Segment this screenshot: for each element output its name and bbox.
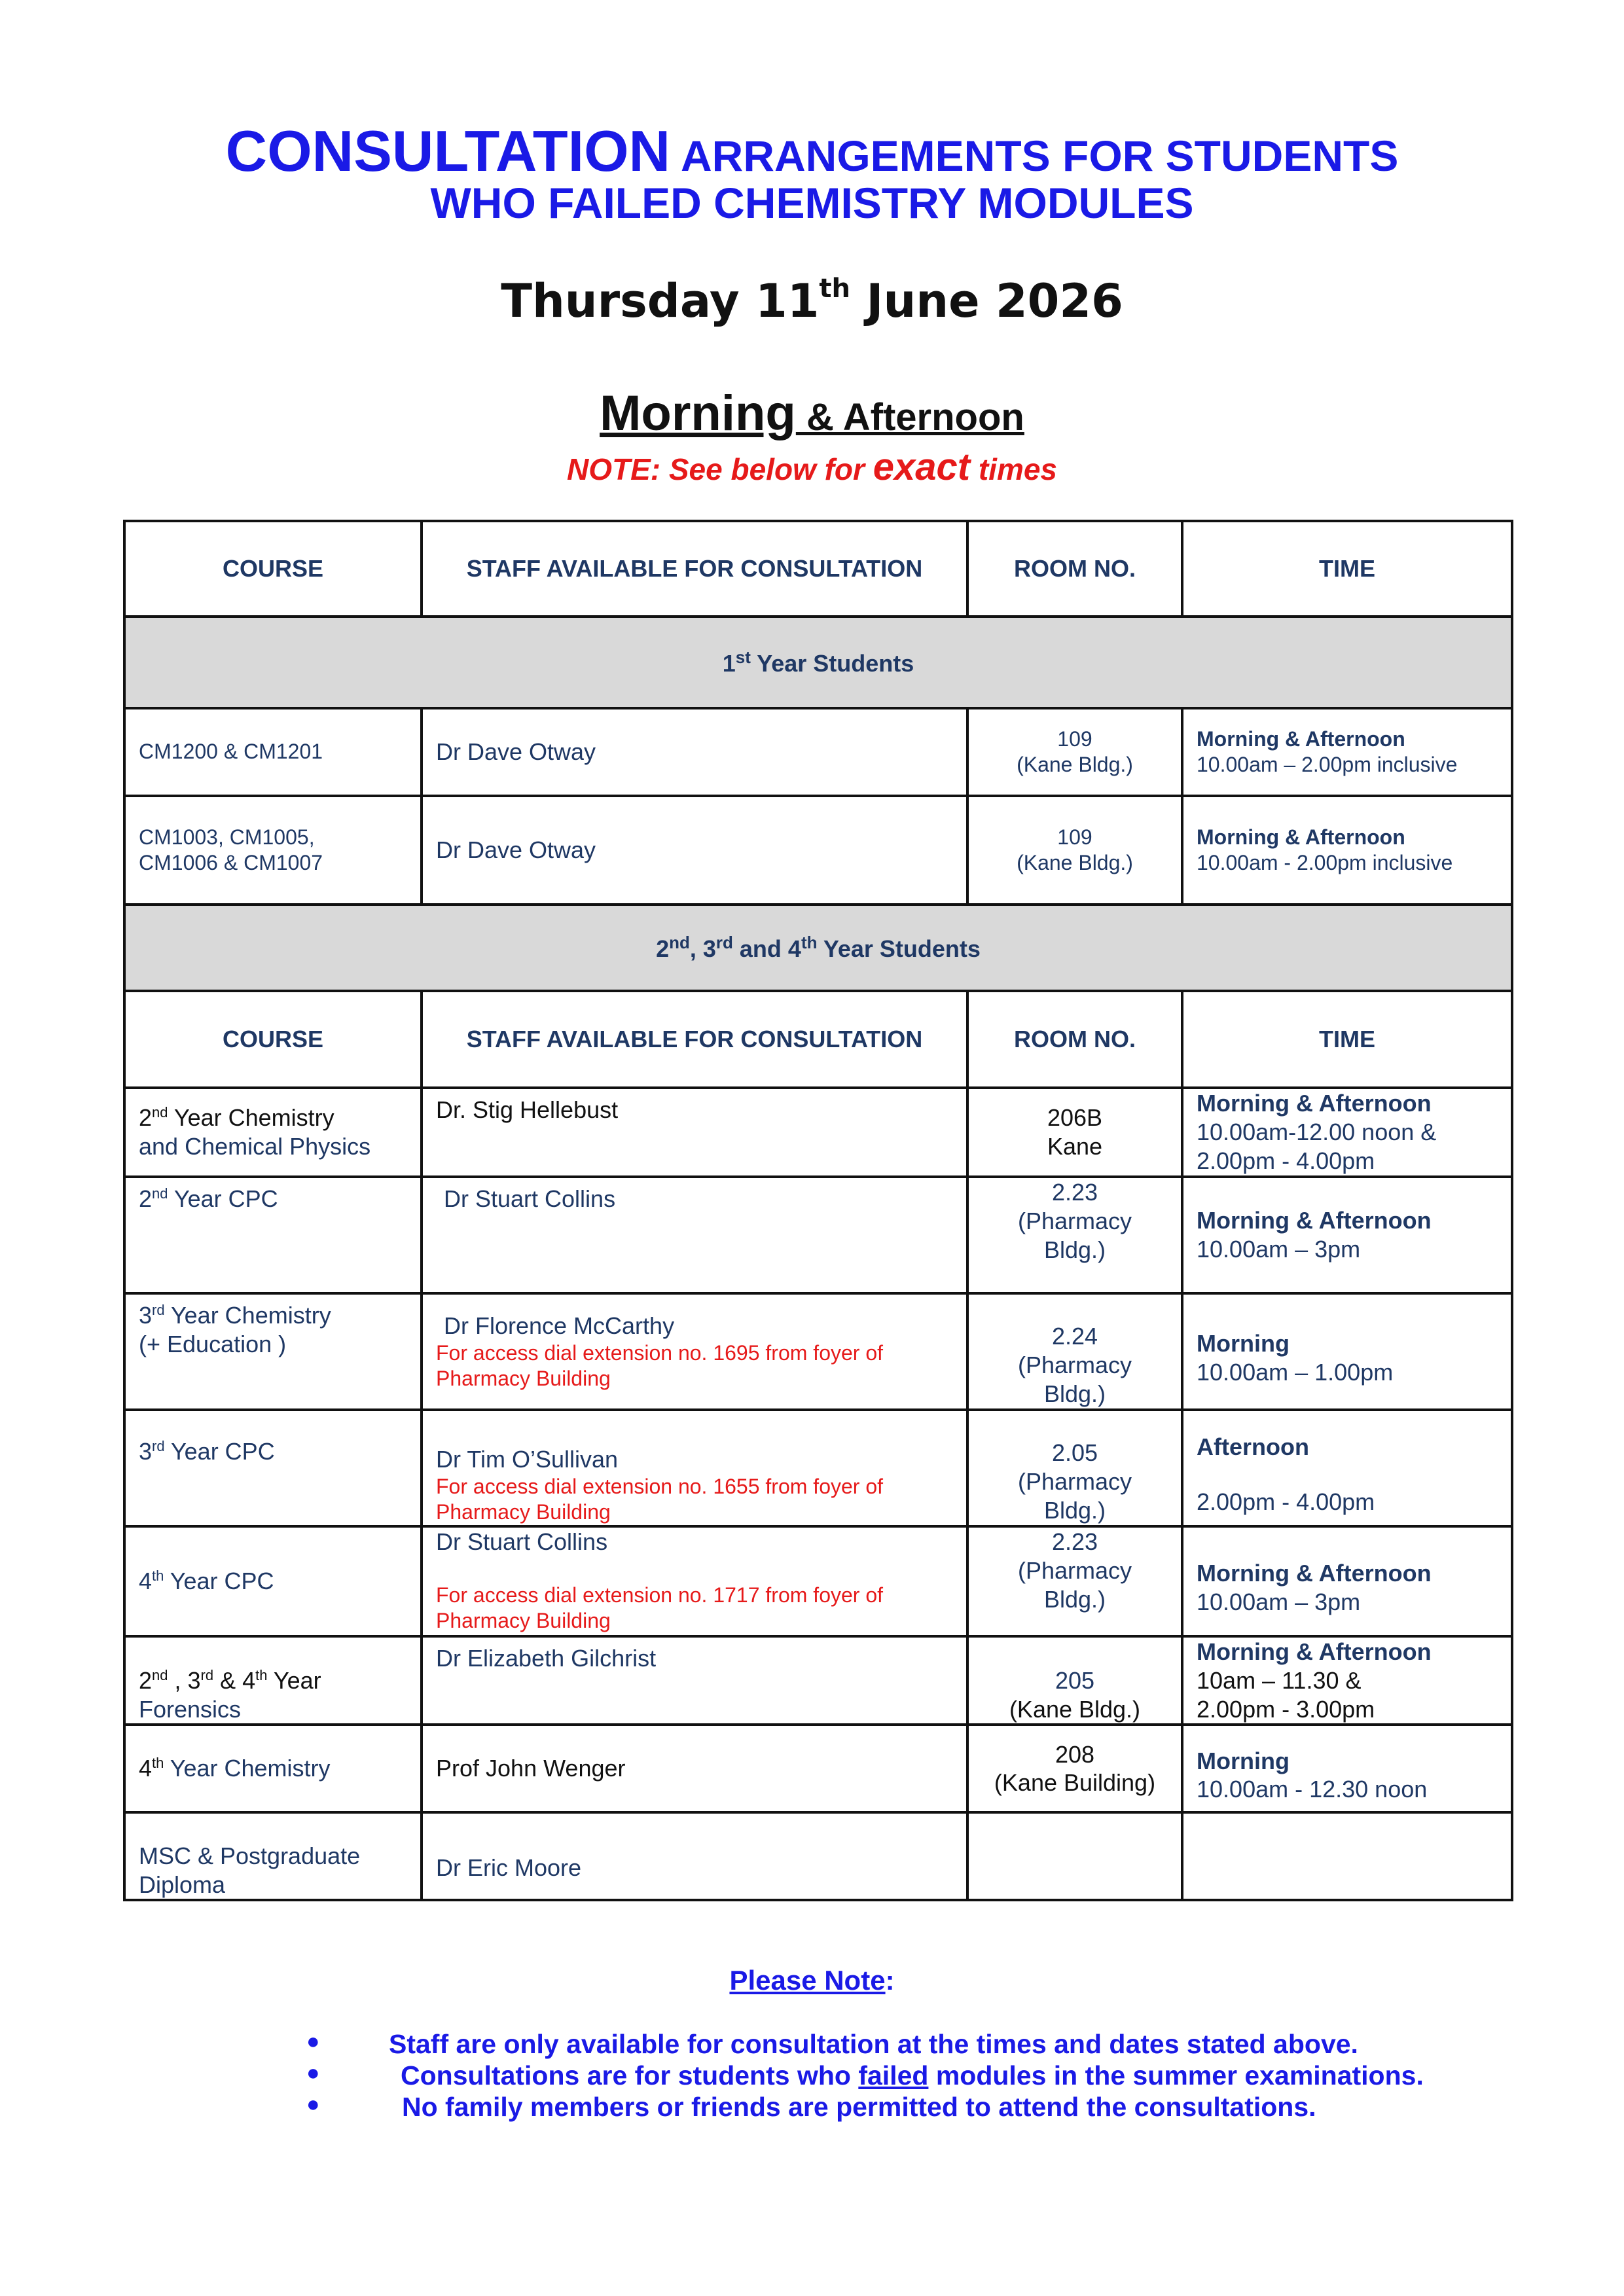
course-cell: 3rd Year CPC [124, 1410, 422, 1526]
table-header-row [124, 991, 1512, 1088]
room-cell: 109 (Kane Bldg.) [967, 796, 1182, 905]
staff-cell: Prof John Wenger [422, 1725, 967, 1812]
title-line-1: CONSULTATION ARRANGEMENTS FOR STUDENTS [225, 118, 1399, 183]
table-row [124, 1177, 1512, 1293]
staff-cell: Dr Dave Otway [422, 708, 967, 796]
session-heading: Morning & Afternoon [600, 386, 1024, 441]
table-row [124, 708, 1512, 796]
course-cell: 3rd Year Chemistry (+ Education ) [124, 1293, 422, 1410]
room-cell [967, 1812, 1182, 1900]
time-cell: Morning & Afternoon 10.00am-12.00 noon & 2.00pm - 4.00pm [1182, 1088, 1512, 1177]
table-row [124, 1088, 1512, 1177]
header-time: TIME [1182, 521, 1512, 617]
time-cell: Morning & Afternoon 10.00am – 2.00pm inclusive [1182, 708, 1512, 796]
title-line-2: WHO FAILED CHEMISTRY MODULES [430, 179, 1194, 227]
table-row [124, 1410, 1512, 1526]
times-note: NOTE: See below for exact times [566, 446, 1058, 488]
table-header-row [124, 521, 1512, 617]
time-cell: Afternoon 2.00pm - 4.00pm [1182, 1410, 1512, 1526]
time-cell: Morning & Afternoon 10.00am – 3pm [1182, 1177, 1512, 1293]
table-row [124, 1636, 1512, 1725]
table-row [124, 1725, 1512, 1812]
consultation-date: Thursday 11th June 2026 [501, 274, 1123, 328]
staff-cell: Dr Tim O’Sullivan For access dial extension no. 1655 from foyer of Pharmacy Building [422, 1410, 967, 1526]
room-cell: 206B Kane [967, 1088, 1182, 1177]
bullet-icon: ● [306, 2092, 320, 2117]
section-heading: 1st Year Students [124, 617, 1512, 708]
table-row [124, 1812, 1512, 1900]
section-heading: 2nd, 3rd and 4th Year Students [124, 905, 1512, 991]
staff-cell: Dr Elizabeth Gilchrist [422, 1636, 967, 1725]
table-row [124, 1526, 1512, 1636]
consultation-table [123, 520, 1513, 1901]
header-room: ROOM NO. [967, 991, 1182, 1088]
time-cell [1182, 1812, 1512, 1900]
room-cell: 2.23 (Pharmacy Bldg.) [967, 1526, 1182, 1636]
staff-cell: Dr Dave Otway [422, 796, 967, 905]
course-cell: 4th Year Chemistry [124, 1725, 422, 1812]
header-staff: STAFF AVAILABLE FOR CONSULTATION [422, 521, 967, 617]
header-course: COURSE [124, 991, 422, 1088]
time-cell: Morning & Afternoon 10.00am – 3pm [1182, 1526, 1512, 1636]
header-staff: STAFF AVAILABLE FOR CONSULTATION [422, 991, 967, 1088]
staff-cell: Dr Eric Moore [422, 1812, 967, 1900]
access-note: For access dial extension no. 1717 from foyer of Pharmacy Building [436, 1583, 884, 1632]
course-cell: 2nd , 3rd & 4th Year Forensics [124, 1636, 422, 1725]
time-cell: Morning 10.00am - 12.30 noon [1182, 1725, 1512, 1812]
staff-cell: Dr Stuart Collins For access dial extension no. 1717 from foyer of Pharmacy Building [422, 1526, 967, 1636]
time-cell: Morning & Afternoon 10am – 11.30 & 2.00pm - 3.00pm [1182, 1636, 1512, 1725]
header-room: ROOM NO. [967, 521, 1182, 617]
staff-cell: Dr. Stig Hellebust [422, 1088, 967, 1177]
bullet-icon: ● [306, 2029, 320, 2054]
room-cell: 2.05 (Pharmacy Bldg.) [967, 1410, 1182, 1526]
course-cell: 2nd Year CPC [124, 1177, 422, 1293]
course-cell: 2nd Year Chemistry and Chemical Physics [124, 1088, 422, 1177]
document-page: CONSULTATION ARRANGEMENTS FOR STUDENTS WHO FAILED CHEMISTRY MODULES Thursday 11th June 2026 Morning & Afternoon NOTE: See below for exact times COURSE STAFF AVAILABLE FOR CONSULTATION ROOM NO. TIME 1st Year Students CM1200 & CM1201 Dr Dave Otway 109 (Kane Bldg.) Morning & Afternoon 10.00am – 2.00pm inclusive CM1003, CM1005, CM1006 & CM1007 Dr Dave Otway 109 (Kane Bldg.) Morning & Afternoon 10.00am - 2.00pm inclusive 2nd, 3rd and 4th Year Students COURSE STAFF AVAILABLE FOR CONSULTATION ROOM NO. TIME 2nd Year Chemistry and Chemical Physics Dr. Stig Hellebust 206B Kane Morning & Afternoon 10.00am-12.00 noon & 2.00pm - 4.00pm 2nd Year CPC Dr Stuart Collins 2.23 (Pharmacy Bldg.) Morning & Afternoon 10.00am – 3pm 3rd Year Chemistry (+ Education ) Dr Florence McCarthy For access dial extension no. 1695 from foyer of Pharmacy Building 2.24 (Pharmacy Bldg.) Morning 10.00am – 1.00pm 3rd Year CPC Dr Tim O’Sullivan For access dial extension no. 1655 from foyer of Pharmacy Building 2.05 (Pharmacy Bldg.) Afternoon 2.00pm - 4.00pm 4th Year CPC Dr Stuart Collins For access dial extension no. 1717 from foyer of Pharmacy Building 2.23 (Pharmacy Bldg.) Morning & Afternoon 10.00am – 3pm 2nd , 3rd & 4th Year Forensics Dr Elizabeth Gilchrist 205 (Kane Bldg.) Morning & Afternoon 10am – 11.30 & 2.00pm - 3.00pm 4th Year Chemistry Prof John Wenger 208 (Kane Building) Morning 10.00am - 12.30 noon MSC & Postgraduate Diploma Dr Eric Moore Please Note: ● Staff are only available for consultation at the times and dates stated above. ● Consultations are for students who failed modules in the summer examinations. ● No family members or friends are permitted to attend the consultations. [0, 0, 1624, 2296]
table-row [124, 1293, 1512, 1410]
access-note: For access dial extension no. 1695 from foyer of Pharmacy Building [436, 1340, 884, 1390]
section-row-upper-years [124, 905, 1512, 991]
time-cell: Morning & Afternoon 10.00am - 2.00pm inclusive [1182, 796, 1512, 905]
course-cell: 4th Year CPC [124, 1526, 422, 1636]
header-course: COURSE [124, 521, 422, 617]
course-cell: MSC & Postgraduate Diploma [124, 1812, 422, 1900]
staff-cell: Dr Stuart Collins [422, 1177, 967, 1293]
room-cell: 2.24 (Pharmacy Bldg.) [967, 1293, 1182, 1410]
room-cell: 205 (Kane Bldg.) [967, 1636, 1182, 1725]
section-row-first-year [124, 617, 1512, 708]
room-cell: 109 (Kane Bldg.) [967, 708, 1182, 796]
bullet-icon: ● [306, 2060, 320, 2085]
please-note-heading: Please Note: [729, 1965, 895, 1996]
header-time: TIME [1182, 991, 1512, 1088]
room-cell: 208 (Kane Building) [967, 1725, 1182, 1812]
room-cell: 2.23 (Pharmacy Bldg.) [967, 1177, 1182, 1293]
course-cell: CM1200 & CM1201 [124, 708, 422, 796]
table-row [124, 796, 1512, 905]
staff-cell: Dr Florence McCarthy For access dial extension no. 1695 from foyer of Pharmacy Building [422, 1293, 967, 1410]
time-cell: Morning 10.00am – 1.00pm [1182, 1293, 1512, 1410]
access-note: For access dial extension no. 1655 from foyer of Pharmacy Building [436, 1474, 884, 1524]
course-cell: CM1003, CM1005, CM1006 & CM1007 [124, 796, 422, 905]
